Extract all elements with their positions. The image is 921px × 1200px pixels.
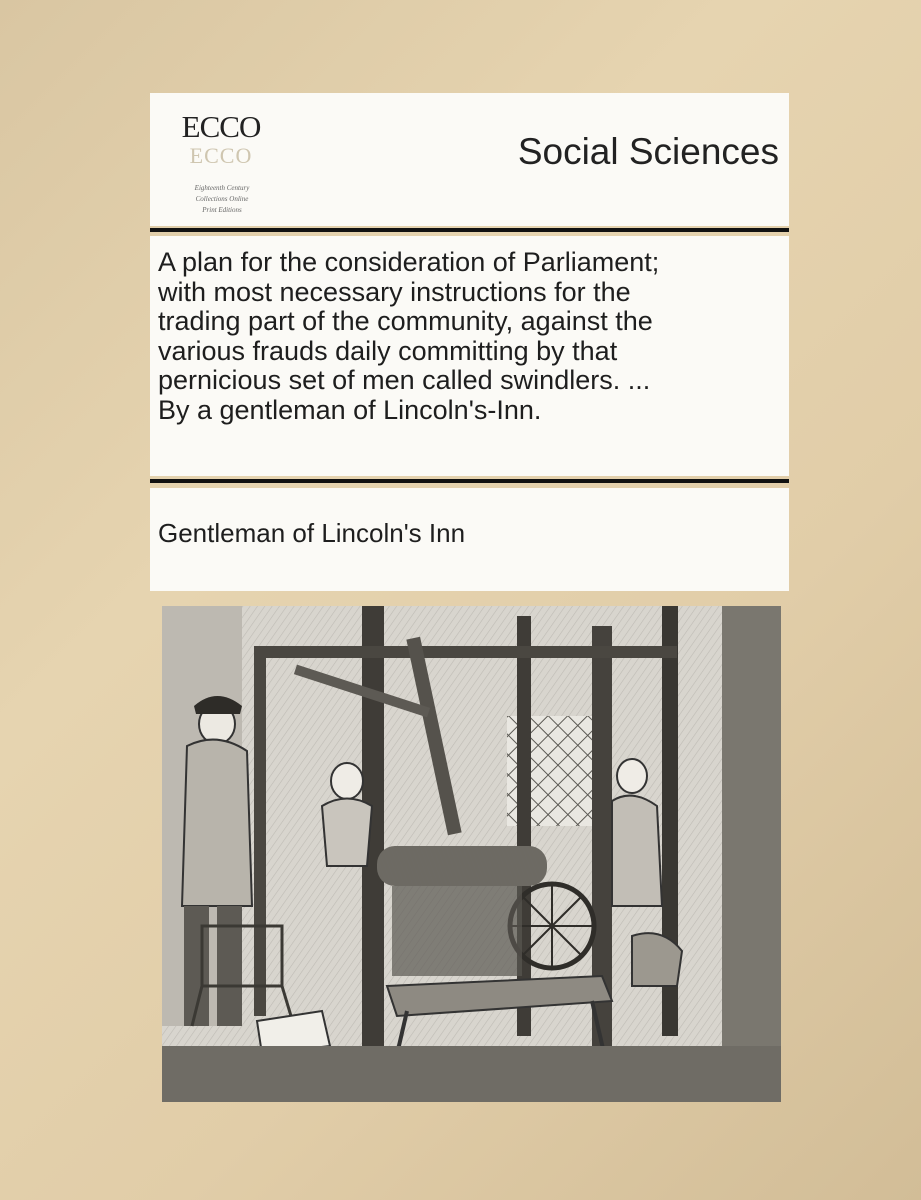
title-line: pernicious set of men called swindlers. ... [158,365,651,395]
title-block [150,236,789,476]
divider-rule [150,228,789,232]
book-title [158,248,783,425]
series-label: Social Sciences [517,131,779,172]
title-line: with most necessary instructions for the [158,276,631,307]
ecco-logo-line: Collections Online [195,195,249,203]
divider-rule [150,479,789,483]
ecco-logo-line: Eighteenth Century [194,184,250,192]
author-name: Gentleman of Lincoln's Inn [158,518,466,548]
ecco-logo-ghost: ECCO [189,143,253,168]
ecco-logo-line: Print Editions [202,206,242,214]
ecco-logo-mark: ECCO [181,109,261,144]
author-block [150,488,789,591]
loom-engraving-image [162,606,781,1102]
ecco-logo [172,109,272,214]
title-line: By a gentleman of Lincoln's-Inn. [158,394,542,425]
title-line: A plan for the consideration of Parliament; [158,247,660,277]
cover-illustration [162,606,781,1102]
cover-header [150,93,789,226]
title-line: trading part of the community, against the [158,306,653,336]
title-line: various frauds daily committing by that [158,335,618,366]
